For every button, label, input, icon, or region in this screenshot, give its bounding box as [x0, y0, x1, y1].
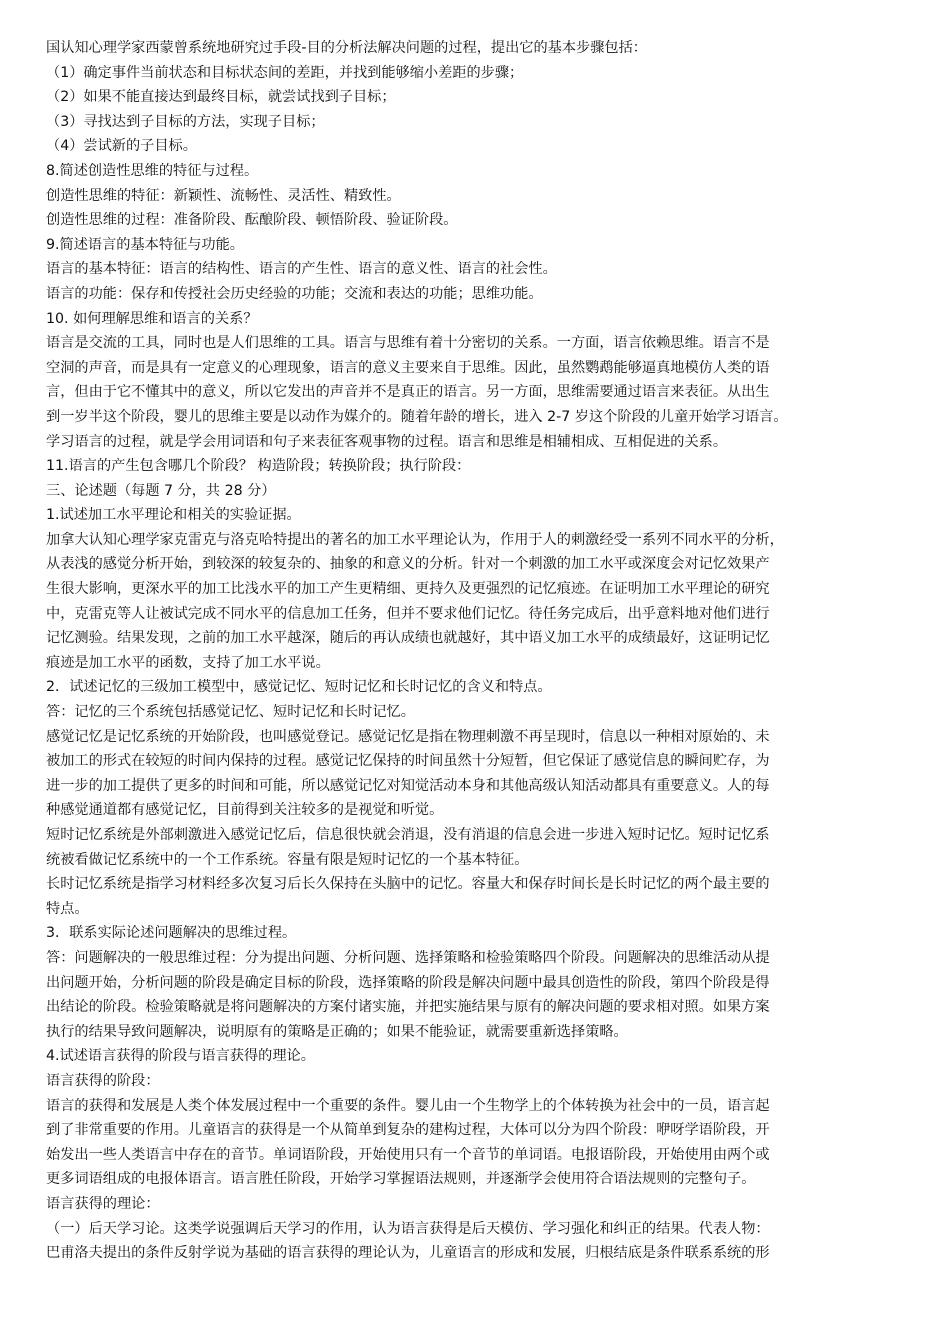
- essay-2-long-term: [46, 872, 904, 921]
- paragraph-line: 短时记忆系统是外部刺激进入感觉记忆后，信息很快就会消退，没有消退的信息会进一步进入短时记忆。短时记忆系: [46, 827, 770, 843]
- essay-4-theory-1: [46, 1217, 904, 1266]
- section-3-heading: 三、论述题（每题 7 分，共 28 分）: [46, 482, 276, 499]
- step-2: （2）如果不能直接达到最终目标，就尝试找到子目标；: [46, 89, 396, 106]
- step-3: （3）寻找达到子目标的方法，实现子目标；: [46, 113, 325, 130]
- paragraph-line: 出问题开始，分析问题的阶段是确定目标的阶段，选择策略的阶段是解决问题中最具创造性的阶段，第四个阶段是得: [46, 974, 770, 991]
- essay-4-heading: 4.试述语言获得的阶段与语言获得的理论。: [46, 1048, 315, 1065]
- paragraph-line: 特点。: [46, 900, 89, 917]
- q9-answer-functions: 语言的功能：保存和传授社会历史经验的功能；交流和表达的功能；思维功能。: [46, 285, 543, 302]
- paragraph-line: 更多词语组成的电报体语言。语言胜任阶段，开始学习掌握语法规则，并逐渐学会使用符合语法规则的完整句子。: [46, 1171, 756, 1188]
- paragraph-line: 痕迹是加工水平的函数，支持了加工水平说。: [46, 654, 330, 671]
- q11-heading: 11.语言的产生包含哪几个阶段？ 构造阶段；转换阶段；执行阶段：: [46, 458, 471, 475]
- step-4: （4）尝试新的子目标。: [46, 138, 197, 155]
- paragraph-line: 执行的结果导致问题解决，说明原有的策略是正确的；如果不能验证，就需要重新选择策略。: [46, 1023, 628, 1040]
- essay-4-stages-label: 语言获得的阶段：: [46, 1072, 160, 1089]
- paragraph-line: 语言的获得和发展是人类个体发展过程中一个重要的条件。婴儿由一个生物学上的个体转换为社会中的一员，语言起: [46, 1097, 770, 1114]
- paragraph-line: 学习语言的过程，就是学会用词语和句子来表征客观事物的过程。语言和思维是相辅相成、互相促进的关系。: [46, 433, 728, 450]
- paragraph-line: 生很大影响，更深水平的加工比浅水平的加工产生更精细、更持久及更强烈的记忆痕迹。在证明加工水平理论的研究: [46, 581, 770, 598]
- essay-2-sensory: [46, 725, 904, 823]
- q9-heading: 9.简述语言的基本特征与功能。: [46, 236, 244, 253]
- q9-answer-features: 语言的基本特征：语言的结构性、语言的产生性、语言的意义性、语言的社会性。: [46, 261, 557, 278]
- essay-2-short-term: [46, 823, 904, 872]
- essay-2-heading: 2．试述记忆的三级加工模型中，感觉记忆、短时记忆和长时记忆的含义和特点。: [46, 679, 552, 696]
- essay-2-answer-intro: 答：记忆的三个系统包括感觉记忆、短时记忆和长时记忆。: [46, 704, 415, 721]
- paragraph-line: 出结论的阶段。检验策略就是将问题解决的方案付诸实施，并把实施结果与原有的解决问题的要求相对照。如果方案: [46, 999, 770, 1016]
- paragraph-line: 到了非常重要的作用。儿童语言的获得是一个从简单到复杂的建构过程，大体可以分为四个阶段：咿呀学语阶段，开: [46, 1122, 770, 1139]
- paragraph-line: （一）后天学习论。这类学说强调后天学习的作用，认为语言获得是后天模仿、学习强化和纠正的结果。代表人物：: [46, 1220, 770, 1237]
- q8-answer-process: 创造性思维的过程：准备阶段、酝酿阶段、顿悟阶段、验证阶段。: [46, 212, 458, 229]
- q10-answer: [46, 331, 904, 454]
- paragraph-line: 长时记忆系统是指学习材料经多次复习后长久保持在头脑中的记忆。容量大和保存时间长是长时记忆的两个最主要的: [46, 876, 770, 893]
- paragraph-line: 记忆测验。结果发现，之前的加工水平越深，随后的再认成绩也就越好，其中语义加工水平的成绩最好，这证明记忆: [46, 630, 770, 647]
- essay-4-theories-label: 语言获得的理论：: [46, 1195, 160, 1212]
- paragraph-line: 中，克雷克等人让被试完成不同水平的信息加工任务，但并不要求他们记忆。待任务完成后，出乎意料地对他们进行: [46, 605, 770, 622]
- paragraph-line: 统被看做记忆系统中的一个工作系统。容量有限是短时记忆的一个基本特征。: [46, 851, 529, 868]
- paragraph-line: 言，但由于它不懂其中的意义，所以它发出的声音并不是真正的语言。另一方面，思维需要通过语言来表征。从出生: [46, 384, 770, 401]
- essay-1-heading: 1.试述加工水平理论和相关的实验证据。: [46, 507, 301, 524]
- paragraph-line: 始发出一些人类语言中存在的音节。单词语阶段，开始使用只有一个音节的单词语。电报语阶段，开始使用由两个或: [46, 1146, 770, 1163]
- para-means-ends-intro: 国认知心理学家西蒙曾系统地研究过手段-目的分析法解决问题的过程，提出它的基本步骤包括：: [46, 40, 647, 56]
- paragraph-line: 感觉记忆是记忆系统的开始阶段，也叫感觉登记。感觉记忆是指在物理刺激不再呈现时，信息以一种相对原始的、未: [46, 728, 770, 745]
- paragraph-line: 被加工的形式在较短的时间内保持的过程。感觉记忆保持的时间虽然十分短暂，但它保证了感觉信息的瞬间贮存，为: [46, 753, 770, 770]
- paragraph-line: 空洞的声音，而是具有一定意义的心理现象，语言的意义主要来自于思维。因此，虽然鹦鹉能够逼真地模仿人类的语: [46, 359, 770, 376]
- essay-1-answer: [46, 528, 904, 676]
- q8-answer-features: 创造性思维的特征：新颖性、流畅性、灵活性、精致性。: [46, 187, 401, 204]
- paragraph-line: 进一步的加工提供了更多的时间和可能，所以感觉记忆对知觉活动本身和其他高级认知活动都具有重要意义。人的每: [46, 777, 770, 794]
- essay-3-answer: [46, 946, 904, 1044]
- paragraph-line: 加拿大认知心理学家克雷克与洛克哈特提出的著名的加工水平理论认为，作用于人的刺激经受一系列不同水平的分析，: [46, 531, 784, 548]
- q10-heading: 10. 如何理解思维和语言的关系？: [46, 310, 258, 327]
- paragraph-line: 到一岁半这个阶段，婴儿的思维主要是以动作为媒介的。随着年龄的增长，进入 2-7 岁这个阶段的儿童开始学习语言。: [46, 408, 788, 425]
- step-1: （1）确定事件当前状态和目标状态间的差距，并找到能够缩小差距的步骤；: [46, 64, 524, 81]
- essay-3-heading: 3．联系实际论述问题解决的思维过程。: [46, 925, 297, 942]
- paragraph-line: 答：问题解决的一般思维过程：分为提出问题、分析问题、选择策略和检验策略四个阶段。问题解决的思维活动从提: [46, 949, 770, 966]
- paragraph-line: 语言是交流的工具，同时也是人们思维的工具。语言与思维有着十分密切的关系。一方面，语言依赖思维。语言不是: [46, 335, 770, 352]
- q8-heading: 8.简述创造性思维的特征与过程。: [46, 162, 259, 179]
- paragraph-line: 从表浅的感觉分析开始，到较深的较复杂的、抽象的和意义的分析。针对一个刺激的加工水平或深度会对记忆效果产: [46, 556, 770, 573]
- paragraph-line: 种感觉通道都有感觉记忆，目前得到关注较多的是视觉和听觉。: [46, 802, 444, 819]
- essay-4-stages: [46, 1094, 904, 1192]
- paragraph-line: 巴甫洛夫提出的条件反射学说为基础的语言获得的理论认为，儿童语言的形成和发展，归根结底是条件联系系统的形: [46, 1245, 770, 1262]
